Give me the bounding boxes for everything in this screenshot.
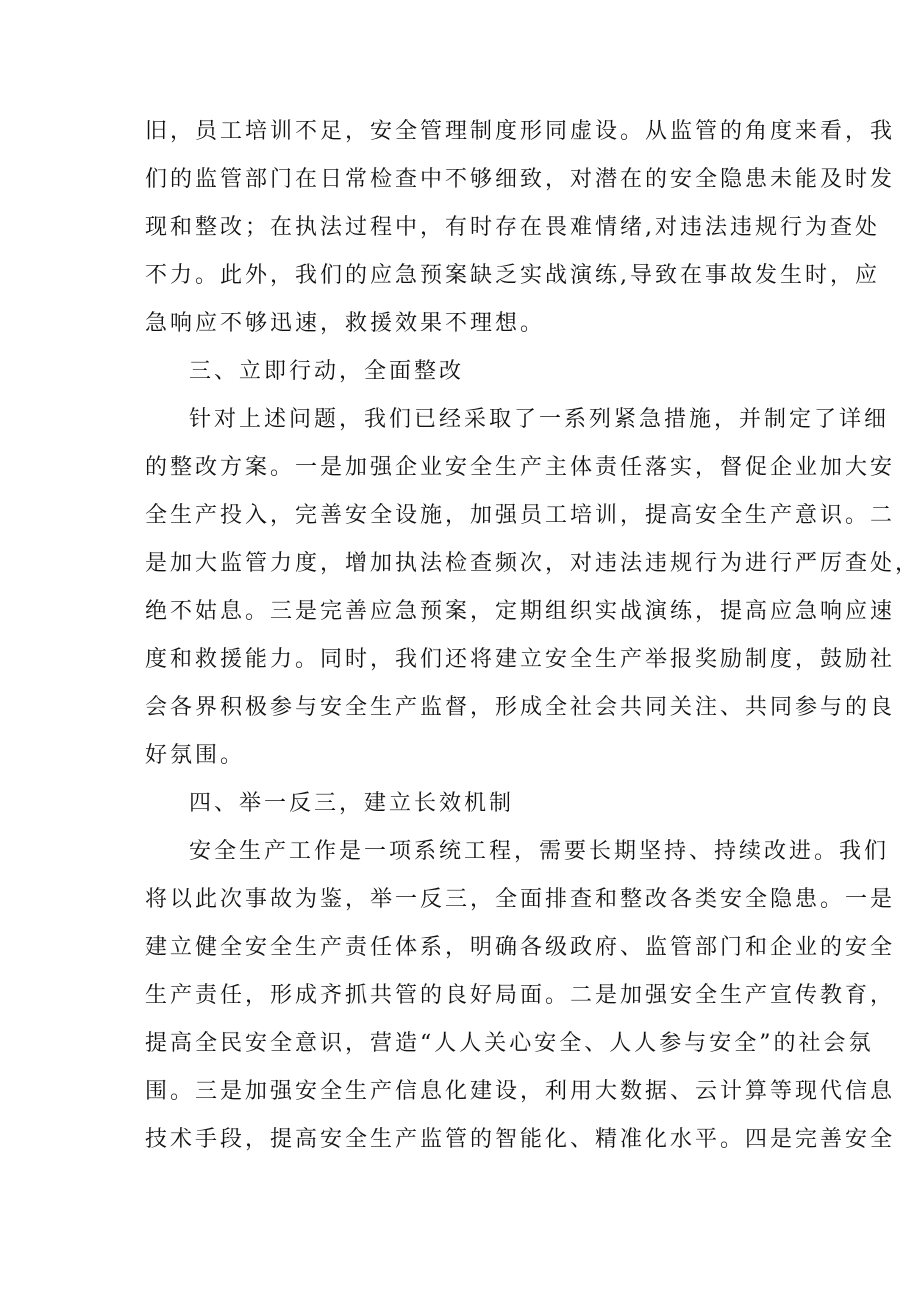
paragraph-line: 安全生产工作是一项系统工程，需要长期坚持、持续改进。我们 (189, 839, 890, 864)
paragraph-line: 围。三是加强安全生产信息化建设，利用大数据、云计算等现代信息 (145, 1079, 896, 1104)
body-text (145, 108, 920, 1164)
paragraph-line: 绝不姑息。三是完善应急预案，定期组织实战演练，提高应急响应速 (145, 599, 896, 624)
paragraph-line: 会各界积极参与安全生产监督，形成全社会共同关注、共同参与的良 (145, 695, 896, 720)
paragraph-line: 好氛围。 (145, 743, 246, 768)
paragraph-line: 建立健全安全生产责任体系，明确各级政府、监管部门和企业的安全 (145, 935, 896, 960)
paragraph-line: 度和救援能力。同时，我们还将建立安全生产举报奖励制度，鼓励社 (145, 647, 896, 672)
paragraph-line: 是加大监管力度，增加执法检查频次，对违法违规行为进行严厉查处， (145, 551, 920, 576)
paragraph-line: 急响应不够迅速，救援效果不理想。 (145, 311, 546, 336)
paragraph-line: 不力。此外，我们的应急预案缺乏实战演练,导致在事故发生时，应 (145, 263, 880, 288)
paragraph-line: 技术手段，提高安全生产监管的智能化、精准化水平。四是完善安全 (145, 1127, 896, 1152)
paragraph-line: 生产责任，形成齐抓共管的良好局面。二是加强安全生产宣传教育， (145, 983, 896, 1008)
paragraph-line: 旧，员工培训不足，安全管理制度形同虚设。从监管的角度来看，我 (145, 119, 896, 144)
paragraph-line: 将以此次事故为鉴，举一反三，全面排查和整改各类安全隐患。一是 (145, 887, 896, 912)
paragraph-line: 的整改方案。一是加强企业安全生产主体责任落实，督促企业加大安 (145, 455, 896, 480)
paragraph-line: 们的监管部门在日常检查中不够细致，对潜在的安全隐患未能及时发 (145, 167, 896, 192)
paragraph-line: 针对上述问题，我们已经采取了一系列紧急措施，并制定了详细 (189, 407, 890, 432)
paragraph-line: 全生产投入，完善安全设施，加强员工培训，提高安全生产意识。二 (145, 503, 896, 528)
section-heading: 三、立即行动，全面整改 (189, 359, 465, 384)
paragraph-line: 现和整改；在执法过程中，有时存在畏难情绪,对违法违规行为查处 (145, 215, 880, 240)
section-heading: 四、举一反三，建立长效机制 (189, 791, 515, 816)
paragraph-line: 提高全民安全意识，营造“人人关心安全、人人参与安全”的社会氛 (145, 1031, 874, 1056)
